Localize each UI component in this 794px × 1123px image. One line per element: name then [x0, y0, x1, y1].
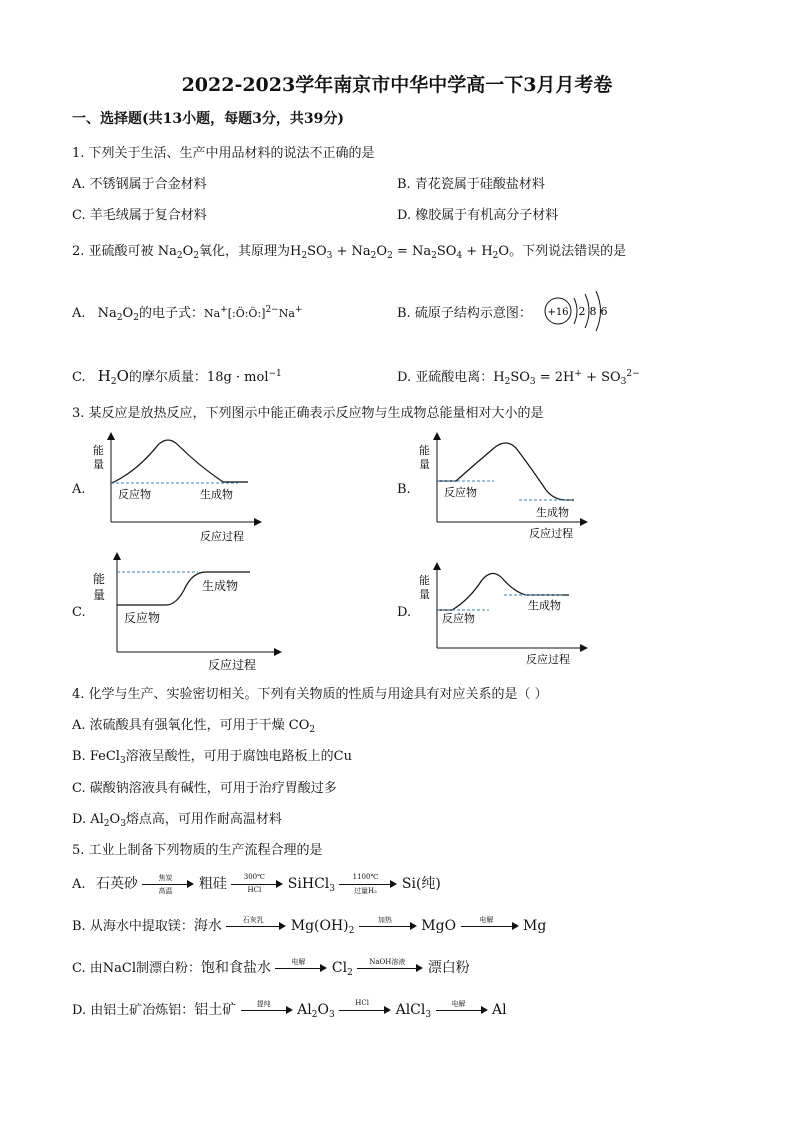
- flow-start: 饱和食盐水: [200, 960, 271, 976]
- shell-1-electrons: 2: [578, 305, 586, 318]
- question-5-option-d[interactable]: [72, 999, 507, 1020]
- formula-mgo: MgO: [421, 918, 457, 934]
- energy-axis-label: 能: [419, 444, 430, 457]
- formula-mgoh2: $Mg(OH)_2$: [290, 918, 355, 936]
- question-4-stem: 4. 化学与生产、实验密切相关。下列有关物质的性质与用途具有对应关系的是（ ）: [72, 687, 548, 702]
- q2-stem-pre: 2. 亚硫酸可被: [72, 244, 154, 259]
- question-1-stem: 1. 下列关于生活、生产中用品材料的说法不正确的是: [72, 146, 375, 161]
- option-a-text: 的电子式：: [138, 306, 204, 321]
- flow-end: 漂白粉: [427, 960, 470, 976]
- energy-axis-label-2: 量: [419, 588, 430, 601]
- option-c-label: C. 由NaCl制漂白粉：: [72, 961, 201, 976]
- electron-formula: Na+[:Ö:Ö:]$^{2-}$Na+: [203, 305, 303, 320]
- question-4-option-a[interactable]: A. 浓硫酸具有强氧化性，可用于干燥 $CO_2$: [72, 718, 316, 735]
- formula-na2o2: $Na_2O_2$: [157, 244, 199, 261]
- question-2-option-b[interactable]: [397, 302, 532, 321]
- question-4-option-b[interactable]: B. FeCl$_3$溶液呈酸性，可用于腐蚀电路板上的Cu: [72, 749, 352, 766]
- product-label: 生成物: [528, 599, 561, 612]
- question-2-option-d[interactable]: [397, 366, 640, 387]
- question-5-option-a[interactable]: [72, 873, 441, 894]
- flow-arrow: 加热: [359, 919, 417, 933]
- option-a-label: A.: [72, 306, 86, 321]
- page-title: 2022-2023学年南京市中华中学高一下3月月考卷: [181, 74, 613, 96]
- process-axis-label: 反应过程: [208, 658, 257, 672]
- flow-start: 海水: [193, 918, 222, 934]
- flow-arrow: 电解: [461, 919, 519, 933]
- question-3-option-c[interactable]: C.: [72, 605, 86, 620]
- flow-start: 石英砂: [95, 876, 138, 892]
- flow-arrow: 300℃ HCl: [231, 877, 283, 891]
- process-axis-label: 反应过程: [200, 530, 244, 543]
- question-2-option-a[interactable]: [72, 302, 302, 323]
- formula-na2o2: $Na_2O_2$: [97, 306, 139, 323]
- flow-arrow: 石灰乳: [226, 919, 286, 933]
- flow-arrow: 电解: [436, 1003, 488, 1017]
- energy-diagram-d: [414, 560, 594, 668]
- flow-arrow: HCl: [339, 1003, 391, 1017]
- option-a-text: A. 浓硫酸具有强氧化性，可用于干燥 CO: [72, 718, 310, 733]
- ionization-equation: $H_2SO_3 = 2H^+ + SO_3^{2-}$: [493, 369, 640, 387]
- shell-2-electrons: 8: [589, 305, 597, 318]
- product-label: 生成物: [202, 579, 239, 593]
- energy-diagram-a: [88, 430, 268, 545]
- question-3-option-a[interactable]: A.: [72, 482, 86, 497]
- reactant-label: 反应物: [118, 488, 151, 501]
- flow-arrow: 电解: [275, 961, 327, 975]
- option-c-text: 的摩尔质量：: [128, 370, 207, 385]
- option-d-label: D. 由铝土矿冶炼铝：: [72, 1003, 195, 1018]
- option-d-text: D. 亚硫酸电离：: [397, 370, 494, 385]
- formula-al2o3: $Al_2O_3$: [297, 1002, 335, 1020]
- question-5-option-b[interactable]: [72, 915, 546, 936]
- question-5-stem: 5. 工业上制备下列物质的生产流程合理的是: [72, 843, 323, 858]
- molar-mass-value: 18g · mol$^{-1}$: [206, 369, 282, 385]
- option-b-pre: B. FeCl: [72, 749, 120, 764]
- process-axis-label: 反应过程: [529, 527, 573, 540]
- reactant-label: 反应物: [124, 611, 161, 625]
- formula-h2o: $H_2O$: [97, 367, 129, 387]
- q2-stem-mid: 氧化，其原理为: [198, 244, 290, 259]
- q2-stem-post: 。下列说法错误的是: [509, 244, 627, 259]
- question-1-option-c[interactable]: C. 羊毛绒属于复合材料: [72, 208, 207, 223]
- flow-arrow: 焦炭 高温: [142, 877, 194, 891]
- energy-axis-label: 能: [93, 572, 106, 586]
- product-label: 生成物: [200, 488, 233, 501]
- question-1-option-a[interactable]: A. 不锈钢属于合金材料: [72, 177, 207, 192]
- question-4-option-d[interactable]: D. $Al_2O_3$熔点高，可用作耐高温材料: [72, 812, 282, 829]
- option-b-post: 溶液呈酸性，可用于腐蚀电路板上的Cu: [125, 749, 352, 764]
- shell-3-electrons: 6: [600, 305, 608, 318]
- reactant-label: 反应物: [444, 486, 477, 499]
- energy-axis-label: 能: [93, 444, 104, 457]
- flow-end: Si(纯): [401, 876, 441, 892]
- formula-al: Al: [492, 1002, 507, 1018]
- option-a-label: A.: [72, 877, 86, 892]
- formula-mg: Mg: [522, 918, 547, 934]
- option-d-pre: D. Al: [72, 812, 104, 827]
- atom-nucleus: +16: [547, 307, 569, 318]
- flow-arrow: 提纯: [241, 1003, 293, 1017]
- question-1-option-b[interactable]: B. 青花瓷属于硅酸盐材料: [397, 177, 545, 192]
- option-b-label: B. 从海水中提取镁：: [72, 919, 194, 934]
- reactant-label: 反应物: [442, 612, 475, 625]
- flow-start: 铝土矿: [194, 1002, 237, 1018]
- process-axis-label: 反应过程: [526, 653, 570, 666]
- energy-axis-label-2: 量: [419, 458, 430, 471]
- option-d-post: 熔点高，可用作耐高温材料: [125, 812, 282, 827]
- option-c-label: C.: [72, 370, 86, 385]
- option-b-text: B. 硫原子结构示意图：: [397, 306, 532, 321]
- formula-cl2: $Cl_2$: [331, 960, 353, 978]
- flow-arrow: NaOH溶液: [357, 961, 423, 975]
- energy-axis-label-2: 量: [93, 458, 104, 471]
- question-3-option-d[interactable]: D.: [397, 605, 412, 620]
- energy-axis-label-2: 量: [93, 588, 106, 602]
- energy-axis-label: 能: [419, 574, 430, 587]
- question-1-option-d[interactable]: D. 橡胶属于有机高分子材料: [397, 208, 559, 223]
- energy-diagram-b: [414, 430, 594, 545]
- question-3-option-b[interactable]: B.: [397, 482, 411, 497]
- question-2-stem: [72, 240, 626, 261]
- reaction-equation: $H_2SO_3 + Na_2O_2 = Na_2SO_4 + H_2O$: [289, 244, 510, 261]
- question-5-option-c[interactable]: [72, 957, 470, 978]
- question-2-option-c[interactable]: [72, 366, 282, 387]
- formula-alcl3: AlCl$_3$: [395, 1002, 432, 1020]
- section-heading: 一、选择题(共13小题，每题3分，共39分): [72, 111, 344, 127]
- flow-arrow: 1100℃ 过量H₂: [339, 877, 397, 891]
- question-3-stem: 3. 某反应是放热反应，下列图示中能正确表示反应物与生成物总能量相对大小的是: [72, 406, 544, 421]
- product-label: 生成物: [536, 506, 569, 519]
- flow-step: 粗硅: [198, 876, 227, 892]
- sulfur-atom-diagram: [542, 288, 612, 334]
- question-4-option-c[interactable]: C. 碳酸钠溶液具有碱性，可用于治疗胃酸过多: [72, 781, 337, 796]
- formula-sihcl3: SiHCl$_3$: [287, 876, 335, 894]
- energy-diagram-c: [88, 550, 288, 672]
